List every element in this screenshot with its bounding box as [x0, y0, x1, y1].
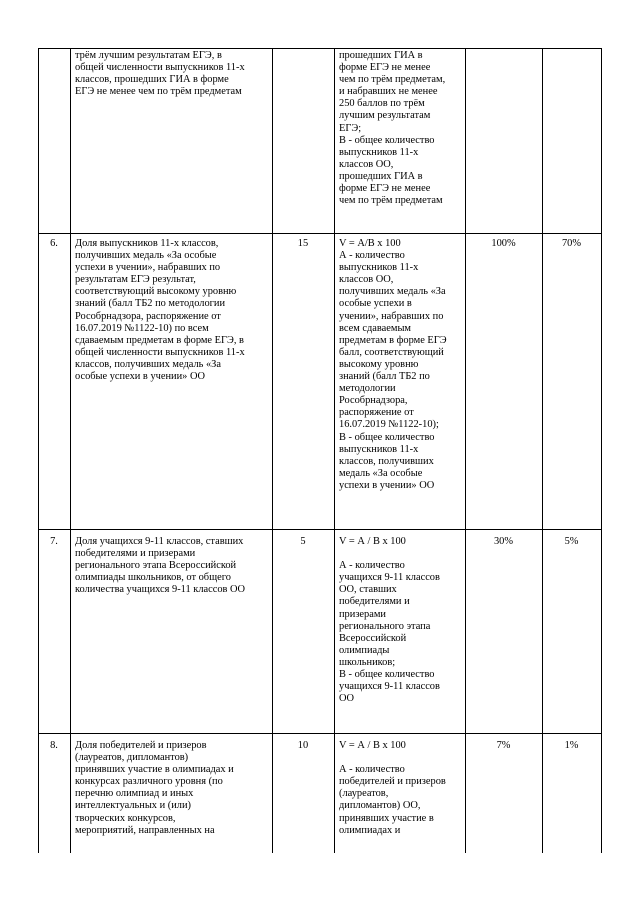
row-divider [38, 733, 602, 734]
row-number: 7. [50, 536, 58, 547]
row-divider [38, 233, 602, 234]
row-description: Доля выпускников 11-х классов, получивших медаль «За особые успехи в учении», набравших по результатам ЕГЭ результат, соответствующий высокому уровню знаний (балл ТБ2 по методологии Рособрнадзора, распоряжение от 16.07.2019 №1122-10) по всем сдаваемым предметам в форме ЕГЭ, в общей численности выпускников 11-х классов, получивших медаль «За особые успехи в учении» ОО [75, 238, 245, 383]
row-min-value: 1% [564, 740, 579, 751]
table-border-top [38, 48, 602, 49]
row-weight: 10 [297, 740, 309, 751]
row-min-value: 5% [564, 536, 579, 547]
row-max-value: 7% [496, 740, 511, 751]
row-formula: V = А / В х 100 А - количество учащихся 9-11 классов ОО, ставших победителями и призерами регионального этапа Всероссийской олимпиады школьников; В - общее количество учащихся 9-11 классов ОО [339, 536, 440, 705]
row-number: 6. [50, 238, 58, 249]
row-formula: V = А/В х 100 А - количество выпускников 11-х классов ОО, получивших медаль «За особые успехи в учении», набравших по всем сдаваемым предметам в форме ЕГЭ балл, соответствующий высокому уровню знаний (балл ТБ2 по методологии Рособрнадзора, распоряжение от 16.07.2019 №1122-10); В - общее количество выпускников 11-х классов, получивших медаль «За особые успехи в учении» ОО [339, 238, 447, 491]
row-formula: прошедших ГИА в форме ЕГЭ не менее чем по трём предметам, и набравших не менее 250 баллов по трём лучшим результатам ЕГЭ; В - общее количество выпускников 11-х классов ОО, прошедших ГИА в форме ЕГЭ не менее чем по трём предметам [339, 50, 446, 207]
row-description: Доля учащихся 9-11 классов, ставших победителями и призерами регионального этапа Всероссийской олимпиады школьников, от общего количества учащихся 9-11 классов ОО [75, 536, 246, 596]
criteria-table [38, 48, 602, 853]
row-weight: 5 [300, 536, 306, 547]
row-min-value: 70% [561, 238, 582, 249]
row-divider [38, 529, 602, 530]
row-weight: 15 [297, 238, 309, 249]
row-description: трём лучшим результатам ЕГЭ, в общей численности выпускников 11-х классов, прошедших ГИА в форме ЕГЭ не менее чем по трём предметам [75, 50, 245, 98]
row-max-value: 30% [493, 536, 514, 547]
row-number: 8. [50, 740, 58, 751]
row-description: Доля победителей и призеров (лауреатов, дипломантов) принявших участие в олимпиадах и конкурсах различного уровня (по перечню олимпиад и иных интеллектуальных и (или) творческих конкурсов, мероприятий, направленных на [75, 740, 234, 836]
row-max-value: 100% [491, 238, 516, 249]
row-formula: V = А / В х 100 А - количество победителей и призеров (лауреатов, дипломантов) ОО, принявших участие в олимпиадах и [339, 740, 446, 836]
